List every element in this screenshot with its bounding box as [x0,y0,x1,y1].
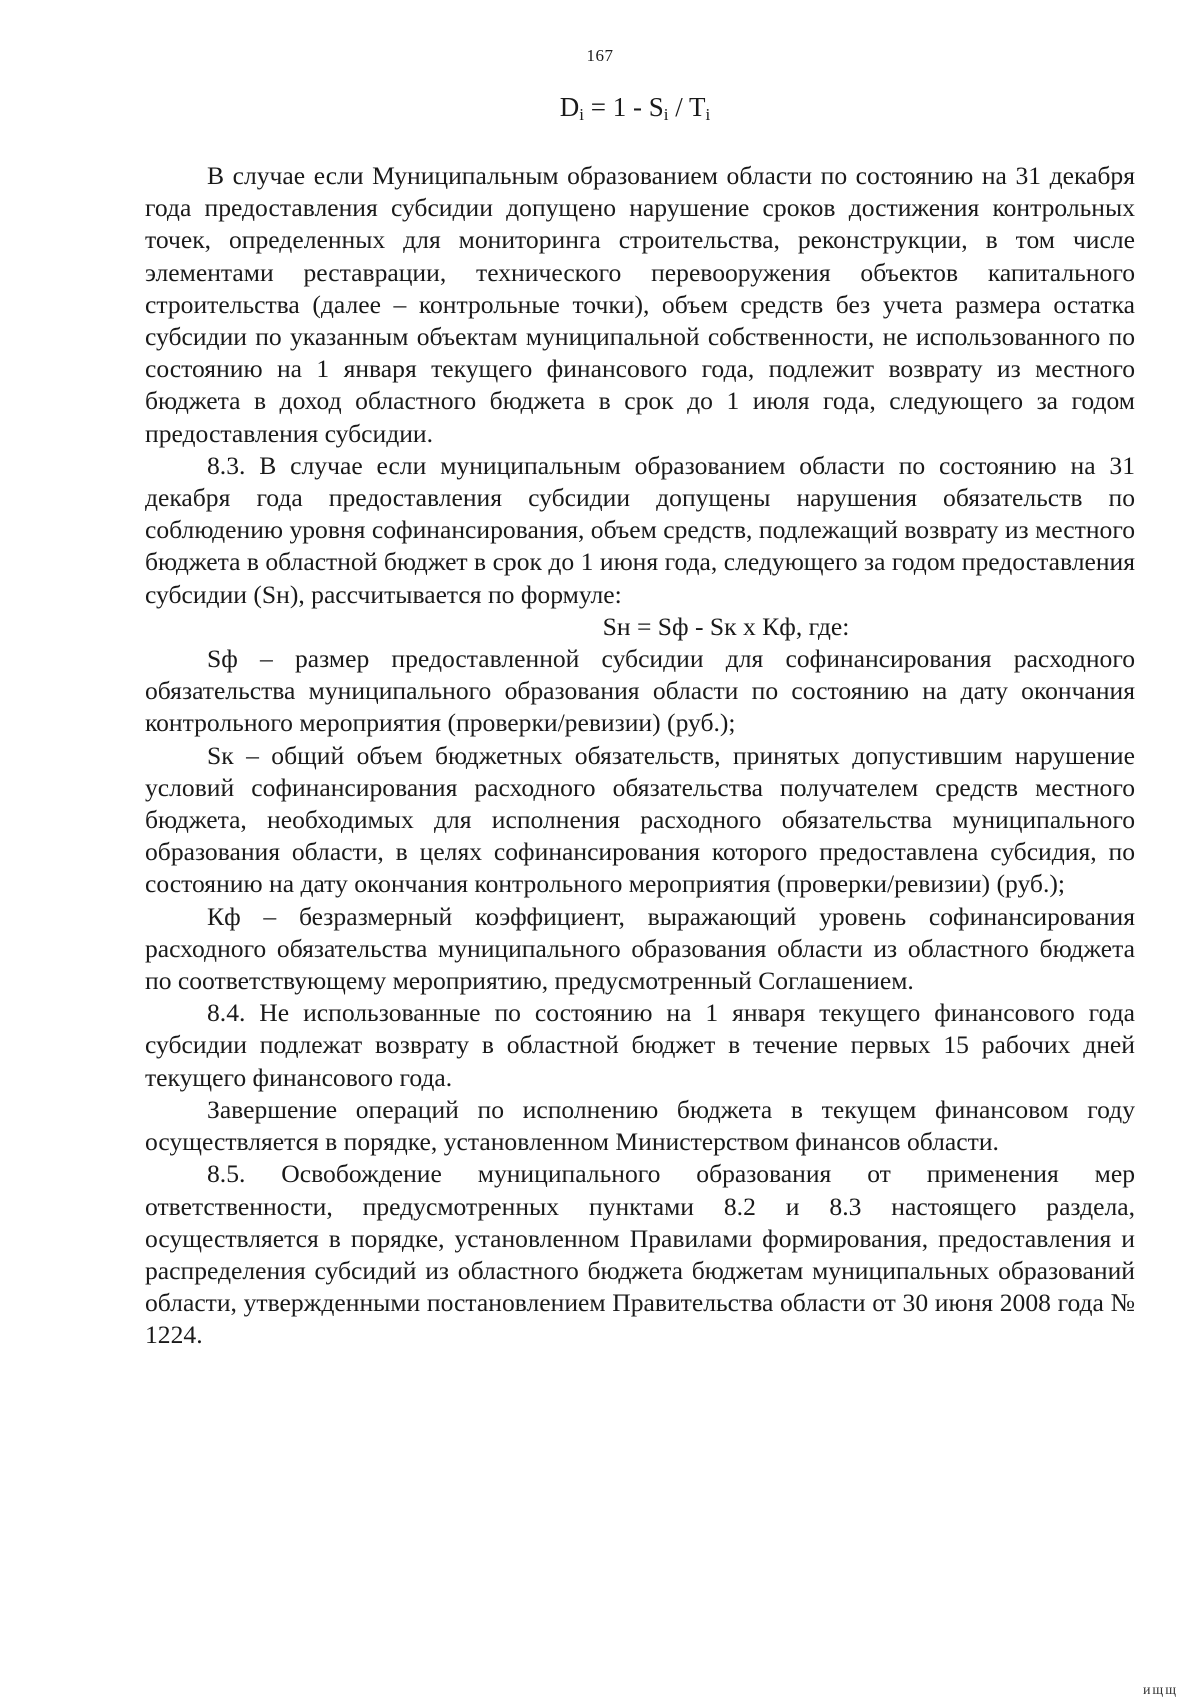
formula-sn: Sн = Sф - Sк x Кф, где: [602,611,850,641]
document-body [145,160,1135,1352]
paragraph-control-points: В случае если Муниципальным образованием области по состоянию на 31 декабря года предоставления субсидии допущено нарушение сроков достижения контрольных точек, определенных для мониторинга строительства, реконструкции, в том числе элементами реставрации, технического перевооружения объектов капитального строительства (далее – контрольные точки), объем средств без учета размера остатка субсидии по указанным объектам муниципальной собственности, не использованного по состоянию на 1 января текущего финансового года, подлежит возврату из местного бюджета в доход областного бюджета в срок до 1 июля года, следующего за годом предоставления субсидии. [145,161,1135,448]
formula-slash: / [668,92,689,122]
formula-di [0,92,1200,125]
definition-sf: Sф – размер предоставленной субсидии для софинансирования расходного обязательства муниципального образования области по состоянию на дату окончания контрольного мероприятия (проверки/ревизии) (руб.); [145,644,1135,738]
paragraph-8-5: 8.5. Освобождение муниципального образования от применения мер ответственности, предусмотренных пунктами 8.2 и 8.3 настоящего раздела, осуществляется в порядке, установленном Правилами формирования, предоставления и распределения субсидий из областного бюджета бюджетам муниципальных образований области, утвержденными постановлением Правительства области от 30 июня 2008 года № 1224. [145,1159,1135,1350]
formula-eq: = 1 - [584,92,649,122]
formula-lhs-sub: i [579,105,584,124]
formula-s-sub: i [663,105,669,124]
formula-lhs: D [559,92,580,122]
definition-sk: Sк – общий объем бюджетных обязательств, принятых допустившим нарушение условий софинансирования расходного обязательства получателем средств местного бюджета, необходимых для исполнения расходного обязательства муниципального образования области, в целях софинансирования которого предоставлена субсидия, по состоянию на дату окончания контрольного мероприятия (проверки/ревизии) (руб.); [145,740,1135,899]
formula-t: T [689,92,706,122]
formula-t-sub: i [705,105,711,124]
paragraph-8-3: 8.3. В случае если муниципальным образованием области по состоянию на 31 декабря года предоставления субсидии допущены нарушения обязательств по соблюдению уровня софинансирования, объем средств, подлежащий возврату из местного бюджета в областной бюджет в срок до 1 июня года, следующего за годом предоставления субсидии (Sн), рассчитывается по формуле: [145,450,1135,609]
paragraph-8-4: 8.4. Не использованные по состоянию на 1 января текущего финансового года субсидии подлежат возврату в областной бюджет в течение первых 15 рабочих дней текущего финансового года. [145,998,1135,1092]
definition-kf: Кф – безразмерный коэффициент, выражающий уровень софинансирования расходного обязательства муниципального образования области из областного бюджета по соответствующему мероприятию, предусмотренный Соглашением. [145,901,1135,996]
formula-s: S [648,92,664,122]
paragraph-budget-completion: Завершение операций по исполнению бюджета в текущем финансовом году осуществляется в порядке, установленном Министерством финансов области. [145,1094,1135,1157]
scan-marks: ищщ [1142,1683,1178,1698]
page-number: 167 [586,46,614,65]
